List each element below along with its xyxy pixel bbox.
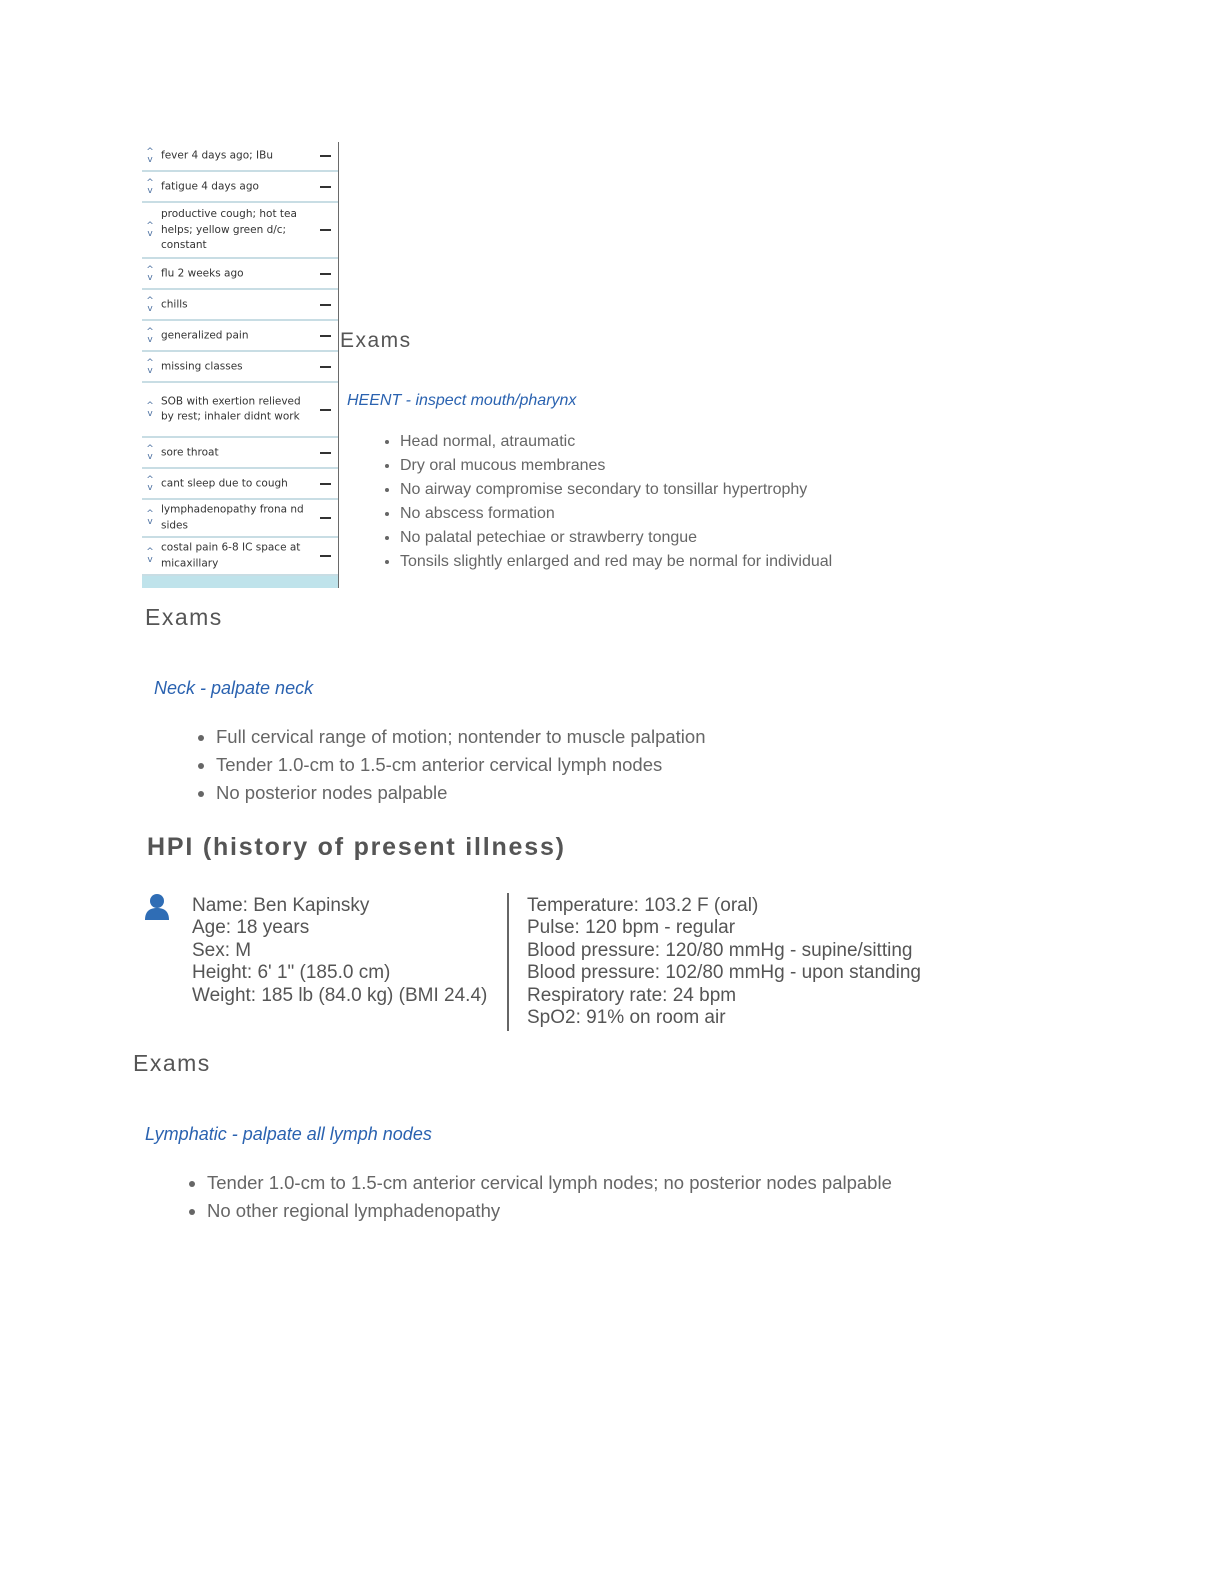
move-up-icon[interactable]: ^ [146,326,154,337]
move-up-icon[interactable]: ^ [146,547,154,557]
vital-bp-standing: Blood pressure: 102/80 mmHg - upon standing [527,962,921,984]
finding-item: • Tender 1.0-cm to 1.5-cm anterior cervical lymph nodes; no posterior nodes palpable [207,1169,892,1197]
symptom-text: lymphadenopathy frona nd sides [161,503,304,531]
move-down-icon[interactable]: v [147,185,153,196]
finding-item: • No airway compromise secondary to tonsillar hypertrophy [400,478,832,502]
vital-bp-sitting: Blood pressure: 120/80 mmHg - supine/sitting [527,939,913,961]
remove-icon[interactable] [320,483,331,485]
reorder-arrows[interactable] [145,222,155,238]
reorder-arrows[interactable] [145,266,155,282]
move-down-icon[interactable]: v [147,229,153,239]
remove-icon[interactable] [320,186,331,188]
symptom-item[interactable] [142,469,338,500]
remove-icon[interactable] [320,304,331,306]
symptom-text: productive cough; hot tea helps; yellow green d/c; constant [161,207,297,251]
remove-icon[interactable] [320,555,331,557]
patient-age: Age: 18 years [192,917,310,939]
vital-temperature: Temperature: 103.2 F (oral) [527,895,759,916]
symptom-item[interactable] [142,352,338,383]
patient-sex: Sex: M [192,939,252,961]
symptom-text: missing classes [161,359,243,372]
remove-icon[interactable] [320,452,331,454]
move-down-icon[interactable]: v [147,334,153,345]
symptom-text: flu 2 weeks ago [161,266,244,279]
exams-heading: Exams [340,329,412,352]
vital-respiratory-rate: Respiratory rate: 24 bpm [527,984,737,1006]
heent-findings [380,430,832,575]
finding-item: • Tonsils slightly enlarged and red may be normal for individual [400,550,832,574]
symptom-text: chills [161,297,188,310]
symptom-item[interactable] [142,438,338,469]
patient-height: Height: 6' 1" (185.0 cm) [192,962,391,984]
symptom-item[interactable] [142,500,338,538]
person-icon [144,893,170,921]
move-down-icon[interactable]: v [147,272,153,283]
reorder-arrows[interactable] [145,148,155,164]
move-down-icon[interactable]: v [147,303,153,314]
symptom-item[interactable] [142,259,338,290]
exam-subtitle-heent[interactable]: HEENT - inspect mouth/pharynx [347,392,577,409]
finding-item: • No posterior nodes palpable [216,779,706,807]
symptom-item[interactable] [142,383,338,438]
move-down-icon[interactable]: v [147,408,153,419]
move-up-icon[interactable]: ^ [146,400,154,411]
symptom-text: fever 4 days ago; IBu [161,149,273,162]
remove-icon[interactable] [320,366,331,368]
reorder-arrows[interactable] [145,297,155,313]
reorder-arrows[interactable] [145,548,155,564]
symptom-text: fatigue 4 days ago [161,179,259,192]
reorder-arrows[interactable] [145,402,155,418]
symptom-list [142,142,339,588]
remove-icon[interactable] [320,229,331,231]
vital-spo2: SpO2: 91% on room air [527,1007,726,1029]
move-down-icon[interactable]: v [147,482,153,493]
finding-item: • No palatal petechiae or strawberry tongue [400,526,832,550]
finding-item: • Dry oral mucous membranes [400,454,832,478]
remove-icon[interactable] [320,409,331,411]
symptom-text: cant sleep due to cough [161,476,288,489]
move-down-icon[interactable]: v [147,555,153,565]
symptom-item[interactable] [142,290,338,321]
symptom-text: generalized pain [161,328,249,341]
remove-icon[interactable] [320,517,331,519]
reorder-arrows[interactable] [145,179,155,195]
remove-icon[interactable] [320,335,331,337]
move-up-icon[interactable]: ^ [146,443,154,454]
patient-info [192,895,487,1007]
exam-subtitle-lymphatic[interactable]: Lymphatic - palpate all lymph nodes [145,1124,432,1144]
vital-pulse: Pulse: 120 bpm - regular [527,917,736,939]
hpi-title: HPI (history of present illness) [147,833,566,861]
reorder-arrows[interactable] [145,510,155,526]
remove-icon[interactable] [320,155,331,157]
finding-item: • No other regional lymphadenopathy [207,1197,892,1225]
finding-item: • Full cervical range of motion; nontender to muscle palpation [216,723,706,751]
move-up-icon[interactable]: ^ [146,357,154,368]
exams-heading: Exams [133,1050,211,1076]
reorder-arrows[interactable] [145,359,155,375]
symptom-item[interactable] [142,538,338,576]
lymphatic-findings [187,1169,892,1225]
move-up-icon[interactable]: ^ [146,147,154,157]
remove-icon[interactable] [320,273,331,275]
move-down-icon[interactable]: v [147,517,153,527]
move-down-icon[interactable]: v [147,451,153,462]
patient-name: Name: Ben Kapinsky [192,895,370,916]
exams-heading: Exams [145,604,223,630]
symptom-item[interactable] [142,172,338,203]
move-up-icon[interactable]: ^ [146,295,154,306]
reorder-arrows[interactable] [145,328,155,344]
finding-item: • No abscess formation [400,502,832,526]
move-down-icon[interactable]: v [147,365,153,376]
reorder-arrows[interactable] [145,445,155,461]
list-scroll-bar[interactable] [142,576,338,588]
move-up-icon[interactable]: ^ [146,264,154,275]
reorder-arrows[interactable] [145,476,155,492]
move-up-icon[interactable]: ^ [146,221,154,231]
symptom-text: sore throat [161,445,219,458]
move-up-icon[interactable]: ^ [146,177,154,188]
symptom-item[interactable] [142,203,338,259]
symptom-item[interactable] [142,142,338,172]
exam-subtitle-neck[interactable]: Neck - palpate neck [154,678,314,698]
neck-findings [196,723,706,808]
finding-item: • Head normal, atraumatic [400,430,832,454]
vital-signs [527,895,921,1029]
symptom-item[interactable] [142,321,338,352]
finding-item: • Tender 1.0-cm to 1.5-cm anterior cervical lymph nodes [216,751,706,779]
move-up-icon[interactable]: ^ [146,474,154,485]
move-up-icon[interactable]: ^ [146,509,154,519]
move-down-icon[interactable]: v [147,155,153,165]
symptom-text: SOB with exertion relieved by rest; inhaler didnt work [161,395,301,423]
symptom-text: costal pain 6-8 IC space at micaxillary [161,541,301,569]
patient-weight: Weight: 185 lb (84.0 kg) (BMI 24.4) [192,984,488,1006]
vertical-divider [507,893,509,1031]
